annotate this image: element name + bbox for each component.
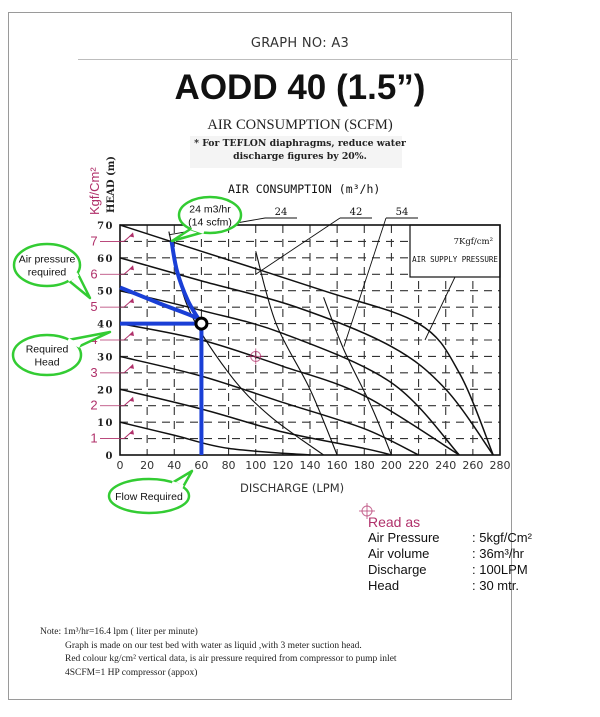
page-title: AODD 40 (1.5”) — [174, 68, 426, 107]
callout-flow-required — [109, 471, 192, 513]
footnote — [40, 626, 397, 680]
x-tick-label: 140 — [299, 459, 321, 472]
y-tick-label: 10 — [97, 418, 114, 430]
consumption-label: 42 — [349, 207, 363, 218]
footnote-line: 4SCFM=1 HP compressor (appox) — [65, 667, 198, 678]
read-as-value: : 100LPM — [472, 562, 528, 577]
pressure-tick-label: 6 — [90, 266, 98, 282]
x-axis-title: DISCHARGE (LPM) — [240, 481, 345, 495]
y-tick-label: 70 — [97, 221, 114, 232]
svg-text:Head: Head — [34, 356, 60, 369]
svg-text:24 m3/hr: 24 m3/hr — [189, 203, 231, 216]
example-overlay — [120, 241, 207, 455]
x-tick-label: 200 — [380, 459, 402, 472]
operating-point-marker — [196, 318, 207, 329]
consumption-label: 54 — [395, 207, 409, 218]
svg-text:(14 scfm): (14 scfm) — [188, 216, 232, 229]
read-as-row — [368, 530, 532, 546]
svg-text:Flow Required: Flow Required — [115, 491, 183, 503]
teflon-note-line2: discharge figures by 20%. — [233, 151, 367, 162]
read-as-value: : 30 mtr. — [472, 578, 519, 593]
svg-text:Air pressure: Air pressure — [18, 253, 76, 266]
axis-labels — [87, 156, 511, 519]
legend-box — [410, 225, 500, 277]
read-as-panel — [368, 514, 532, 594]
svg-text:7Kgf/cm²: 7Kgf/cm² — [453, 237, 493, 247]
read-as-key: Air volume — [368, 546, 430, 561]
read-as-row — [368, 546, 532, 562]
footnote-line: Red colour kg/cm² vertical data, is air pressure required from compressor to pump inlet — [65, 654, 397, 664]
read-as-key: Air Pressure — [368, 530, 440, 545]
svg-text:required: required — [27, 266, 67, 279]
y-tick-label: 50 — [97, 286, 114, 298]
chart-title: AIR CONSUMPTION (m³/h) — [228, 182, 381, 196]
pressure-tick-label: 2 — [90, 397, 98, 413]
x-tick-label: 20 — [140, 459, 155, 472]
pressure-tick-label: 3 — [90, 364, 98, 380]
pressure-tick-label: 1 — [90, 430, 98, 446]
graph-number: GRAPH NO: A3 — [250, 36, 350, 51]
x-tick-label: 280 — [489, 459, 511, 472]
read-as-value: : 5kgf/Cm² — [472, 530, 532, 545]
read-as-row — [368, 578, 532, 594]
x-tick-label: 40 — [167, 459, 182, 472]
read-as-key: Head — [368, 578, 400, 593]
y-tick-label: 20 — [97, 385, 114, 397]
y-tick-label: 30 — [97, 352, 114, 364]
footnote-line: Note: 1m³/hr=16.4 lpm ( liter per minute) — [40, 627, 198, 637]
subtitle: AIR CONSUMPTION (SCFM) — [207, 117, 393, 133]
pressure-tick-label: 5 — [90, 299, 98, 315]
read-as-value: : 36m³/hr — [472, 546, 525, 561]
callout-air-pressure — [14, 244, 90, 298]
x-tick-label: 180 — [353, 459, 375, 472]
y-axis-secondary-title: Kgf/Cm² — [87, 167, 102, 215]
x-tick-label: 240 — [435, 459, 457, 472]
x-tick-label: 60 — [194, 459, 209, 472]
y-tick-label: 40 — [97, 319, 114, 331]
x-tick-label: 260 — [462, 459, 484, 472]
y-tick-label: 0 — [105, 451, 114, 462]
y-tick-label: 60 — [97, 253, 114, 265]
x-tick-label: 0 — [116, 459, 124, 472]
chart-grid — [120, 225, 500, 455]
callout-air-volume — [172, 197, 241, 241]
svg-text:AIR SUPPLY PRESSURE: AIR SUPPLY PRESSURE — [412, 255, 498, 264]
x-tick-label: 160 — [326, 459, 348, 472]
y-axis-title: HEAD (m) — [106, 155, 117, 213]
svg-text:Required: Required — [25, 343, 69, 356]
consumption-label: 24 — [274, 207, 288, 218]
x-tick-label: 220 — [408, 459, 430, 472]
x-tick-label: 120 — [272, 459, 294, 472]
read-as-header: Read as — [368, 514, 421, 530]
read-as-row — [368, 562, 532, 578]
pressure-tick-label: 7 — [90, 233, 98, 249]
teflon-note-line1: * For TEFLON diaphragms, reduce water — [194, 138, 406, 149]
read-as-key: Discharge — [368, 562, 427, 577]
x-tick-label: 100 — [245, 459, 267, 472]
x-tick-label: 80 — [221, 459, 236, 472]
footnote-line: Graph is made on our test bed with water as liquid ,with 3 meter suction head. — [65, 640, 362, 651]
